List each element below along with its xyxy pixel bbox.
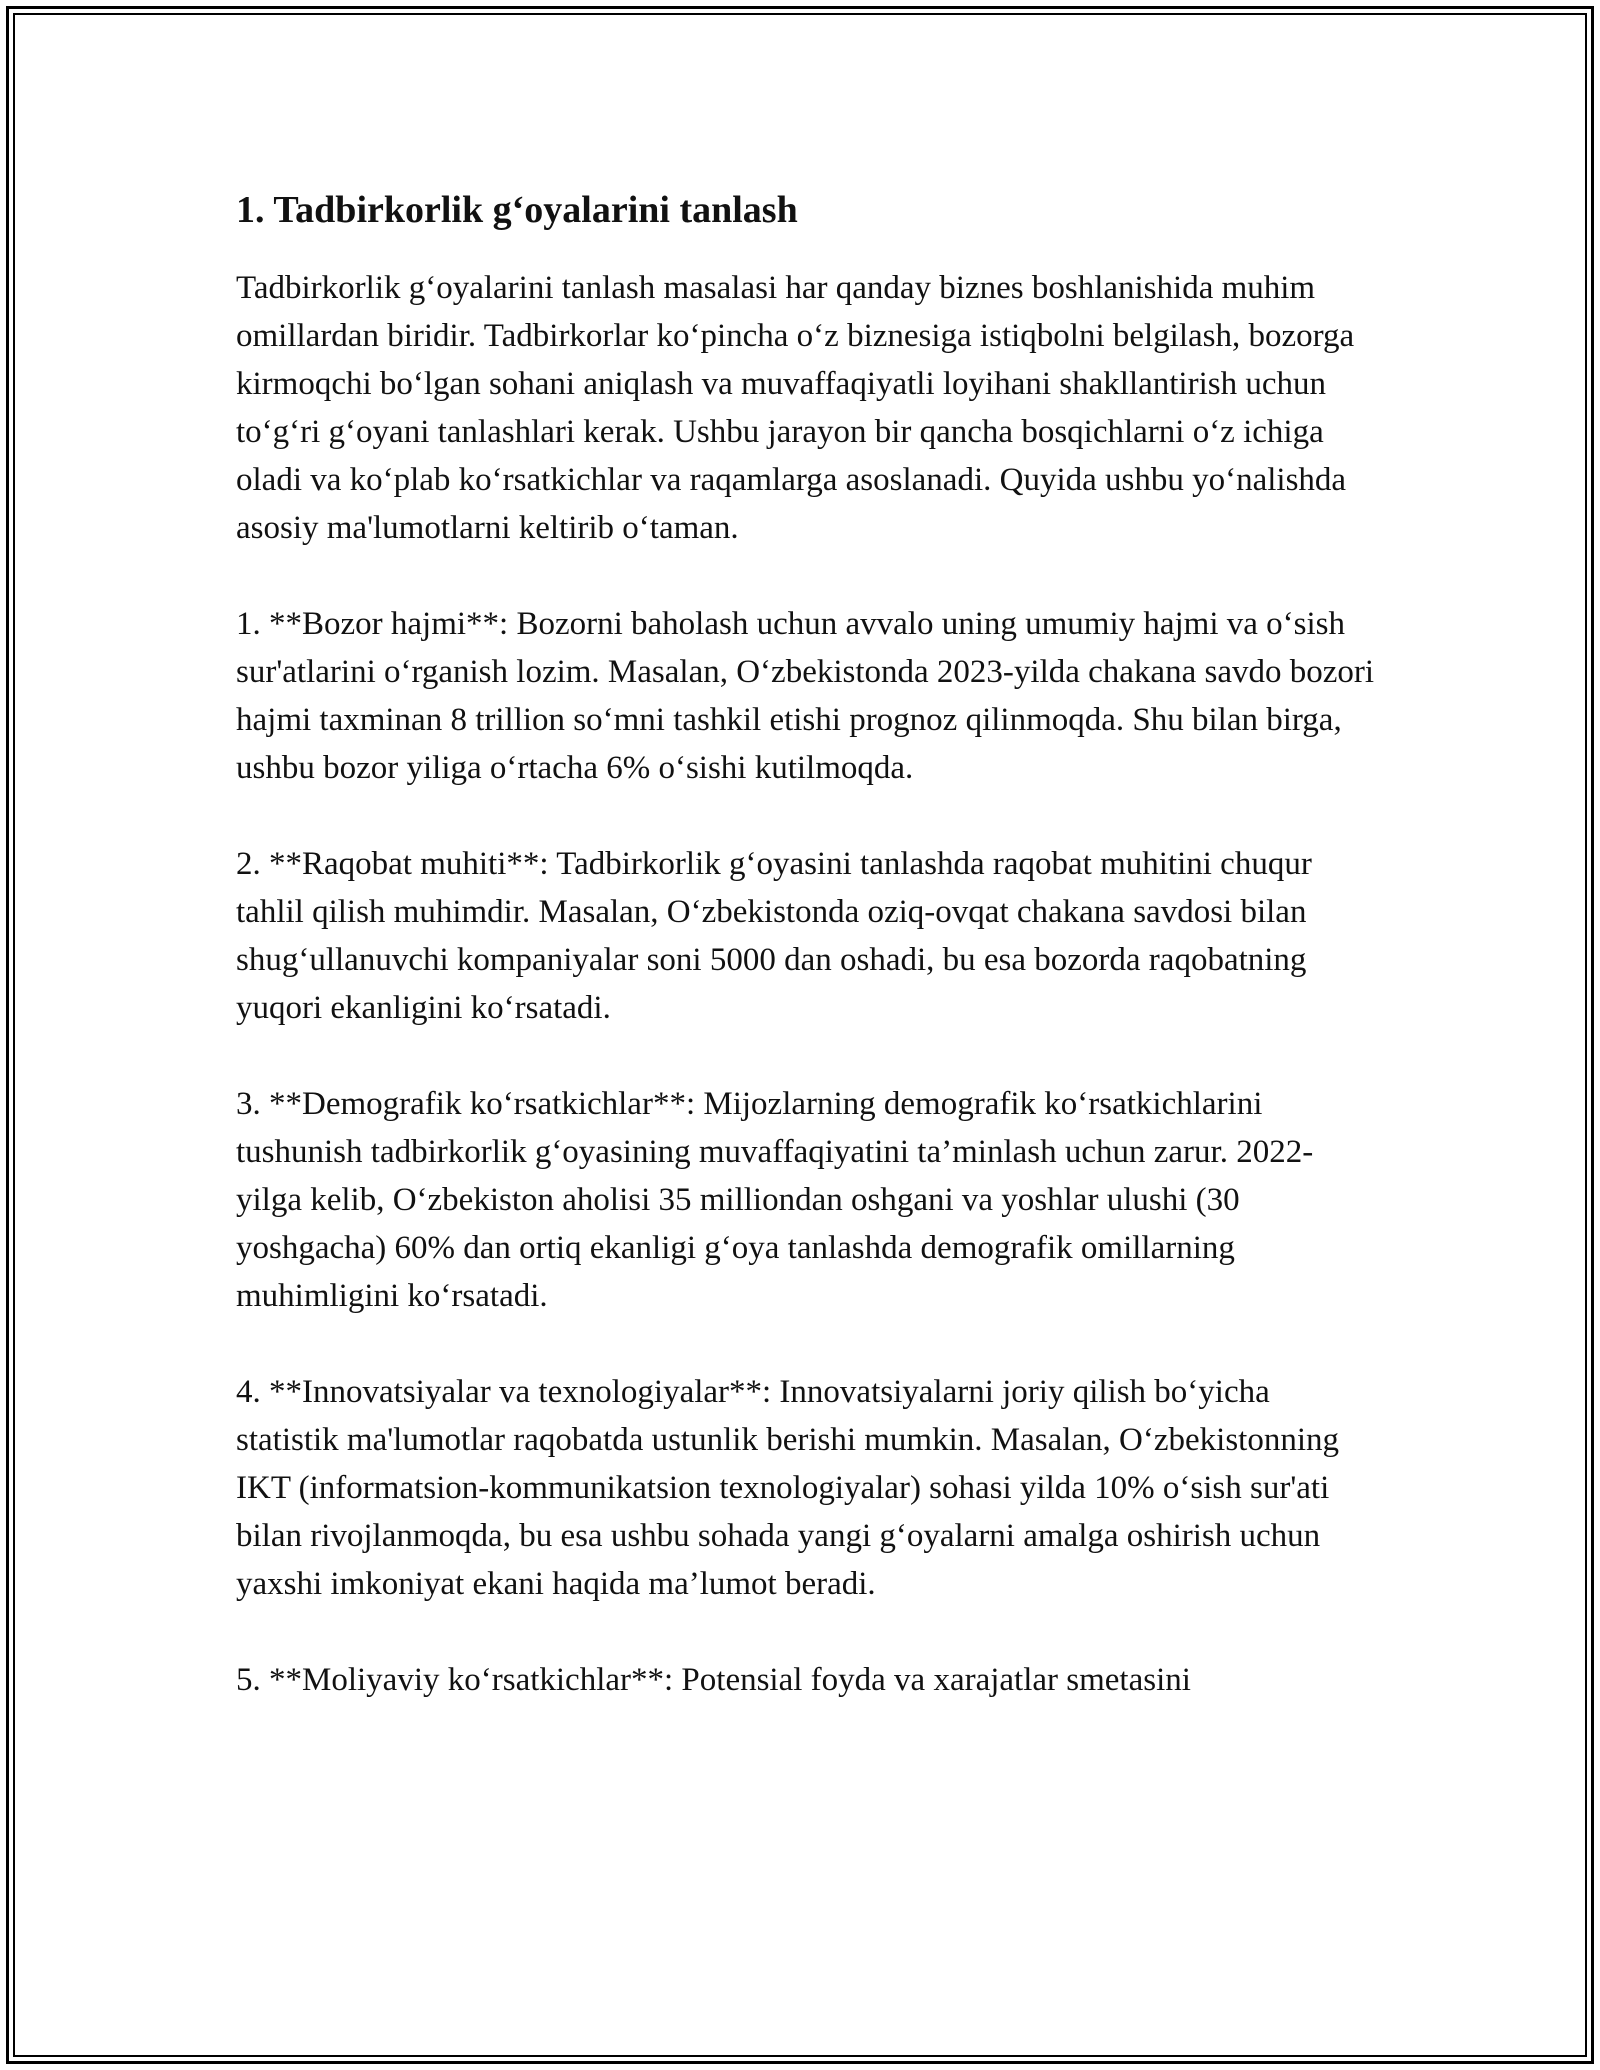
list-item-innovation: 4. **Innovatsiyalar va texnologiyalar**: Innovatsiyalarni joriy qilish bo‘yicha statistik ma'lumotlar raqobatda ustunlik berishi mumkin. Masalan, O‘zbekistonning IKT (informatsion-kommunikatsion texnologiyalar) sohasi yilda 10% o‘sish sur'ati bilan rivojlanmoqda, bu esa ushbu sohada yangi g‘oyalarni amalga oshirish uchun yaxshi imkoniyat ekani haqida ma’lumot beradi.: [236, 1374, 1340, 1602]
list-item-market-size: 1. **Bozor hajmi**: Bozorni baholash uchun avvalo uning umumiy hajmi va o‘sish sur'atlarini o‘rganish lozim. Masalan, O‘zbekistonda 2023-yilda chakana savdo bozori hajmi taxminan 8 trillion so‘mni tashkil etishi prognoz qilinmoqda. Shu bilan birga, ushbu bozor yiliga o‘rtacha 6% o‘sishi kutilmoqda.: [236, 606, 1375, 786]
list-item-competition: 2. **Raqobat muhiti**: Tadbirkorlik g‘oyasini tanlashda raqobat muhitini chuqur tahlil qilish muhimdir. Masalan, O‘zbekistonda oziq-ovqat chakana savdosi bilan shug‘ullanuvchi kompaniyalar soni 5000 dan oshadi, bu esa bozorda raqobatning yuqori ekanligini ko‘rsatadi.: [236, 846, 1312, 1026]
list-item-demographics: 3. **Demografik ko‘rsatkichlar**: Mijozlarning demografik ko‘rsatkichlarini tushunish tadbirkorlik g‘oyasining muvaffaqiyatini ta’minlash uchun zarur. 2022-yilga kelib, O‘zbekiston aholisi 35 milliondan oshgani va yoshlar ulushi (30 yoshgacha) 60% dan ortiq ekanligi g‘oya tanlashda demografik omillarning muhimligini ko‘rsatadi.: [236, 1086, 1314, 1314]
document-body: [236, 186, 1376, 1704]
section-heading: 1. Tadbirkorlik g‘oyalarini tanlash: [236, 189, 798, 231]
list-item-finance: 5. **Moliyaviy ko‘rsatkichlar**: Potensial foyda va xarajatlar smetasini: [236, 1662, 1191, 1698]
intro-paragraph: Tadbirkorlik g‘oyalarini tanlash masalasi har qanday biznes boshlanishida muhim omillardan biridir. Tadbirkorlar ko‘pincha o‘z biznesiga istiqbolni belgilash, bozorga kirmoqchi bo‘lgan sohani aniqlash va muvaffaqiyatli loyihani shakllantirish uchun to‘g‘ri g‘oyani tanlashlari kerak. Ushbu jarayon bir qancha bosqichlarni o‘z ichiga oladi va ko‘plab ko‘rsatkichlar va raqamlarga asoslanadi. Quyida ushbu yo‘nalishda asosiy ma'lumotlarni keltirib o‘taman.: [236, 270, 1355, 546]
